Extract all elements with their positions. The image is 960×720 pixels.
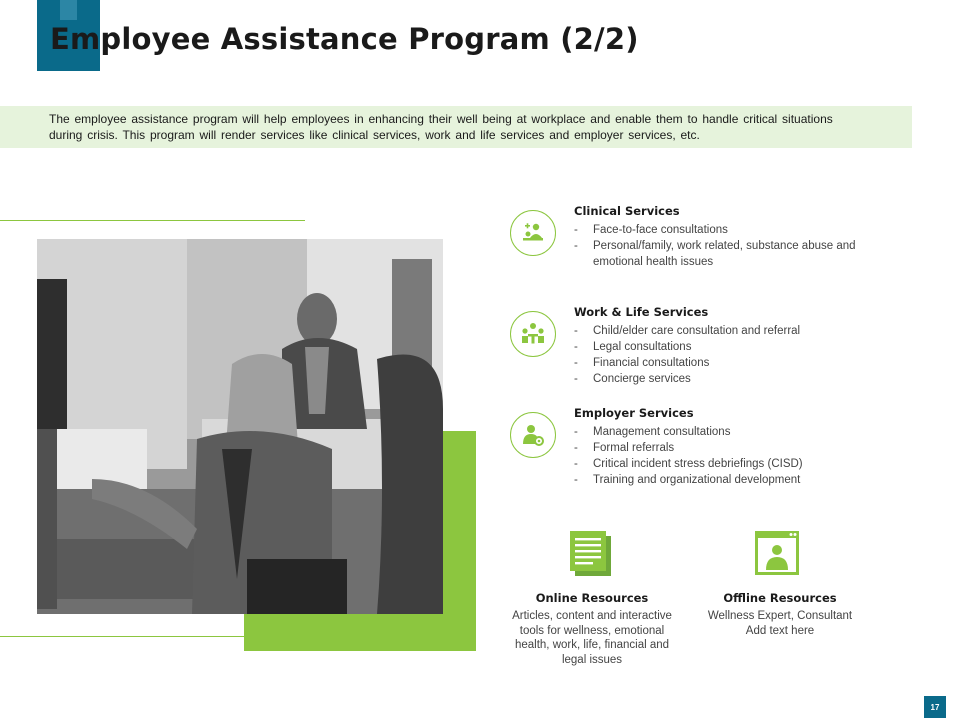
list-item: - Training and organizational development xyxy=(574,472,884,488)
employer-gear-icon xyxy=(510,412,556,458)
service-list xyxy=(574,424,884,488)
resource-title: Online Resources xyxy=(535,591,649,605)
document-icon xyxy=(569,530,613,576)
list-item: - Financial consultations xyxy=(574,355,884,371)
resource-title: Offline Resources xyxy=(723,591,837,605)
resource-desc: Articles, content and interactive tools for wellness, emotional health, work, life, financial and legal issues xyxy=(512,610,672,666)
list-item: - Critical incident stress debriefings (CISD) xyxy=(574,456,884,472)
page-number: 17 xyxy=(924,696,946,718)
service-list xyxy=(574,323,884,387)
service-list xyxy=(574,222,884,270)
list-item: - Concierge services xyxy=(574,371,884,387)
decor-line-bottom xyxy=(0,636,465,637)
resource-desc: Wellness Expert, Consultant Add text here xyxy=(707,610,853,637)
doctor-patient-icon xyxy=(510,210,556,256)
browser-person-icon xyxy=(754,530,800,576)
service-title: Employer Services xyxy=(574,406,694,420)
slide-title: Employee Assistance Program (2/2) xyxy=(50,22,639,56)
list-item: - Child/elder care consultation and referral xyxy=(574,323,884,339)
decor-line-vertical xyxy=(464,441,465,637)
decor-line-top xyxy=(0,220,305,221)
office-meeting-photo xyxy=(37,239,443,614)
list-item: - Personal/family, work related, substance abuse and emotional health issues xyxy=(574,238,884,270)
service-title: Clinical Services xyxy=(574,204,680,218)
list-item: - Legal consultations xyxy=(574,339,884,355)
title-accent-square xyxy=(60,0,77,20)
service-title: Work & Life Services xyxy=(574,305,709,319)
list-item: - Formal referrals xyxy=(574,440,884,456)
list-item: - Management consultations xyxy=(574,424,884,440)
list-item: - Face-to-face consultations xyxy=(574,222,884,238)
team-meeting-icon xyxy=(510,311,556,357)
intro-text: The employee assistance program will help employees in enhancing their well being at workplace and enable them to handle critical situations during crisis. This program will render services like clinical services, work and life services and employer services, etc. xyxy=(49,112,833,142)
